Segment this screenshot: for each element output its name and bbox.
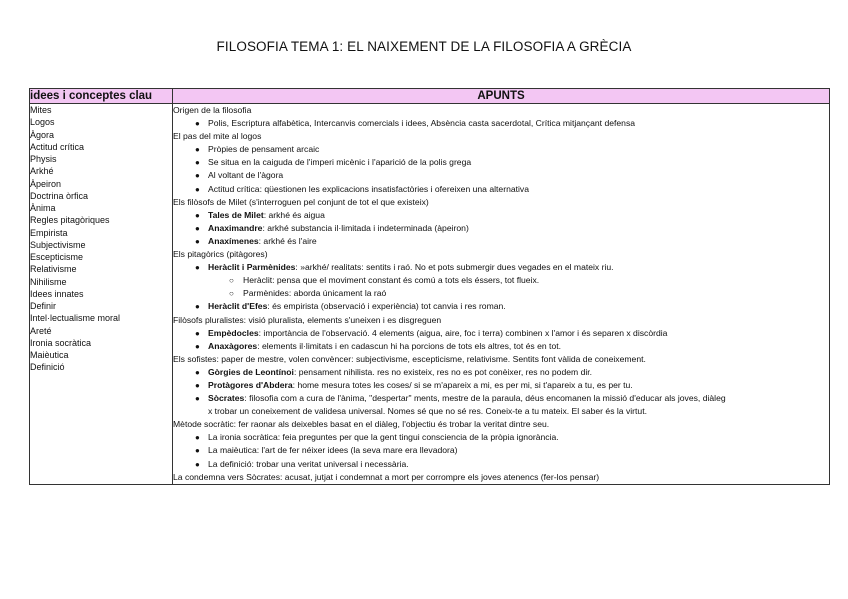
note-line [173,117,829,130]
bullet-icon: ● [195,380,200,390]
bullet-icon: ● [195,446,200,456]
concept-item: Regles pitagòriques [30,215,110,226]
note-text: : arkhé substancia il·limitada i indeterminada (àpeiron) [262,222,469,233]
table-body-row [30,104,830,485]
note-line [173,104,829,117]
note-text: : és empirista (observació i experiència) tot canvia i res roman. [267,301,506,312]
concept-item: Ànima [30,203,56,213]
note-line [173,444,829,457]
bullet-icon: ● [195,119,200,129]
note-text: La definició: trobar una veritat universal i necessària. [208,458,409,469]
concepts-list [30,104,172,374]
circle-bullet-icon: ○ [229,276,234,286]
note-line [173,222,829,235]
note-text: : elements il·limitats i en cadascun hi ha porcions de tots els altres, tot és en tot. [257,340,561,351]
note-line [173,340,829,353]
note-line [173,287,829,300]
note-text: Parmènides: aborda únicament la raó [243,288,387,299]
note-line [173,169,829,182]
note-line [173,274,829,287]
note-text: Els pitagòrics (pitàgores) [173,249,268,260]
concept-item: Àpeiron [30,178,62,189]
circle-bullet-icon: ○ [229,289,234,299]
note-text: : »arkhé/ realitats: sentits i raó. No et pots submergir dues vegades en el mateix riu. [295,262,614,273]
note-term: Anaximandre [208,222,263,233]
note-line [173,327,829,340]
concept-item: Escepticisme [30,252,84,262]
page-title: FILOSOFIA TEMA 1: EL NAIXEMENT DE LA FILOSOFIA A GRÈCIA [216,39,632,54]
note-line [173,405,829,418]
concept-item: Physis [30,154,57,164]
bullet-icon: ● [195,394,200,404]
bullet-icon: ● [195,433,200,443]
note-line [173,314,829,327]
concept-item: Areté [30,325,52,336]
concept-item: Intel·lectualisme moral [30,313,121,324]
note-term: Anaxímenes [208,235,259,246]
note-text: Els sofistes: paper de mestre, volen convèncer: subjectivisme, escepticisme, relativisme. Sentits font vàlida de coneixement. [173,353,646,364]
note-text: : arkhé és l'aire [258,235,317,246]
note-line [173,196,829,209]
bullet-icon: ● [195,223,200,233]
note-term: Sòcrates [208,393,245,404]
concept-item: Logos [30,117,55,128]
note-text: La maièutica: l'art de fer néixer idees (la seva mare era llevadora) [208,445,458,456]
note-text: La condemna vers Sòcrates: acusat, jutjat i condemnat a mort per corrompre els joves atenencs (fer-los pensar) [173,471,600,482]
bullet-icon: ● [195,367,200,377]
concept-item: Mites [30,105,52,115]
concept-item: Idees innates [30,288,84,299]
concept-item: Arkhé [30,166,54,177]
notes-table [29,88,830,485]
bullet-icon: ● [195,341,200,351]
bullet-icon: ● [195,210,200,220]
bullet-icon: ● [195,171,200,181]
note-text: Heràclit: pensa que el moviment constant és comú a tots els éssers, tot flueix. [243,275,540,286]
note-line [173,156,829,169]
note-text: Al voltant de l'àgora [208,170,284,181]
note-term: Gòrgies de Leontínoi [208,366,294,377]
note-line [173,130,829,143]
note-text: : home mesura totes les coses/ si se m'apareix a mi, es per mi, si t'apareix a tu, es per tu. [292,379,633,390]
notes-column [173,104,830,485]
note-line [173,418,829,431]
concept-item: Ironia socràtica [30,337,92,348]
note-line [173,248,829,261]
bullet-icon: ● [195,459,200,469]
concept-item: Definir [30,301,57,311]
concept-item: Relativisme [30,264,77,275]
note-line [173,471,829,484]
note-text: Els filòsofs de Milet (s'interroguen pel conjunt de tot el que existeix) [173,196,429,207]
note-text: Pròpies de pensament arcaic [208,144,320,155]
note-text: x trobar un coneixement de validesa universal. Nomes sé que no sé res. Coneix-te a tu mateix. El saber és la virtut. [208,406,647,417]
note-line [173,392,829,405]
note-term: Protàgores d'Abdera [208,379,293,390]
bullet-icon: ● [195,145,200,155]
note-text: : importància de l'observació. 4 elements (aigua, aire, foc i terra) combinen x l'amor i és separen x discòrdia [258,327,668,338]
bullet-icon: ● [195,158,200,168]
bullet-icon: ● [195,236,200,246]
note-line [173,458,829,471]
note-text: La ironia socràtica: feia preguntes per que la gent tingui consciencia de la pròpia ignorància. [208,432,559,443]
bullet-icon: ● [195,302,200,312]
note-line [173,235,829,248]
note-line [173,379,829,392]
note-text: Polis, Escriptura alfabètica, Intercanvis comercials i idees, Absència casta sacerdotal, Crítica mitjançant defensa [208,118,636,129]
note-text: El pas del mite al logos [173,131,262,142]
note-line [173,353,829,366]
concept-item: Subjectivisme [30,239,86,250]
header-notes: APUNTS [173,89,830,104]
concept-item: Empirista [30,227,68,238]
note-line [173,300,829,313]
note-line [173,143,829,156]
note-text: Mètode socràtic: fer raonar als deixebles basat en el diàleg, l'objectiu és trobar la veritat dintre seu. [173,419,550,430]
note-term: Empèdocles [208,327,259,338]
note-text: : pensament nihilista. res no existeix, res no es pot conèixer, res no podem dir. [293,366,593,377]
note-term: Heràclit i Parmènides [208,262,296,273]
note-term: Tales de Milet [208,209,264,220]
concepts-column [30,104,173,485]
bullet-icon: ● [195,263,200,273]
note-line [173,366,829,379]
concept-item: Actitud crítica [30,141,85,152]
note-text: Se situa en la caiguda de l'imperi micènic i l'aparició de la polis grega [208,157,472,168]
note-term: Heràclit d'Efes [208,301,268,312]
note-line [173,209,829,222]
note-text: : filosofia com a cura de l'ànima, "despertar" ments, mestre de la paraula, déus encomanen la missió d'educar als joves, diàleg [244,393,726,404]
table-header-row [30,89,830,104]
note-text: : arkhé és aigua [263,209,325,220]
concept-item: Maièutica [30,350,69,360]
note-text: Actitud crítica: qüestionen les explicacions insatisfactòries i ofereixen una alternativa [208,183,530,194]
note-text: Origen de la filosofia [173,105,252,115]
concept-item: Doctrina òrfica [30,190,89,201]
note-line [173,261,829,274]
header-concepts: idees i conceptes clau [30,89,173,104]
note-line [173,183,829,196]
concept-item: Definició [30,362,65,373]
note-line [173,431,829,444]
concept-item: Àgora [30,129,55,140]
bullet-icon: ● [195,328,200,338]
note-term: Anaxàgores [208,340,258,351]
note-text: Filòsofs pluralistes: visió pluralista, elements s'uneixen i es disgreguen [173,314,442,325]
bullet-icon: ● [195,184,200,194]
notes-list [173,104,829,484]
concept-item: Nihilisme [30,276,67,287]
